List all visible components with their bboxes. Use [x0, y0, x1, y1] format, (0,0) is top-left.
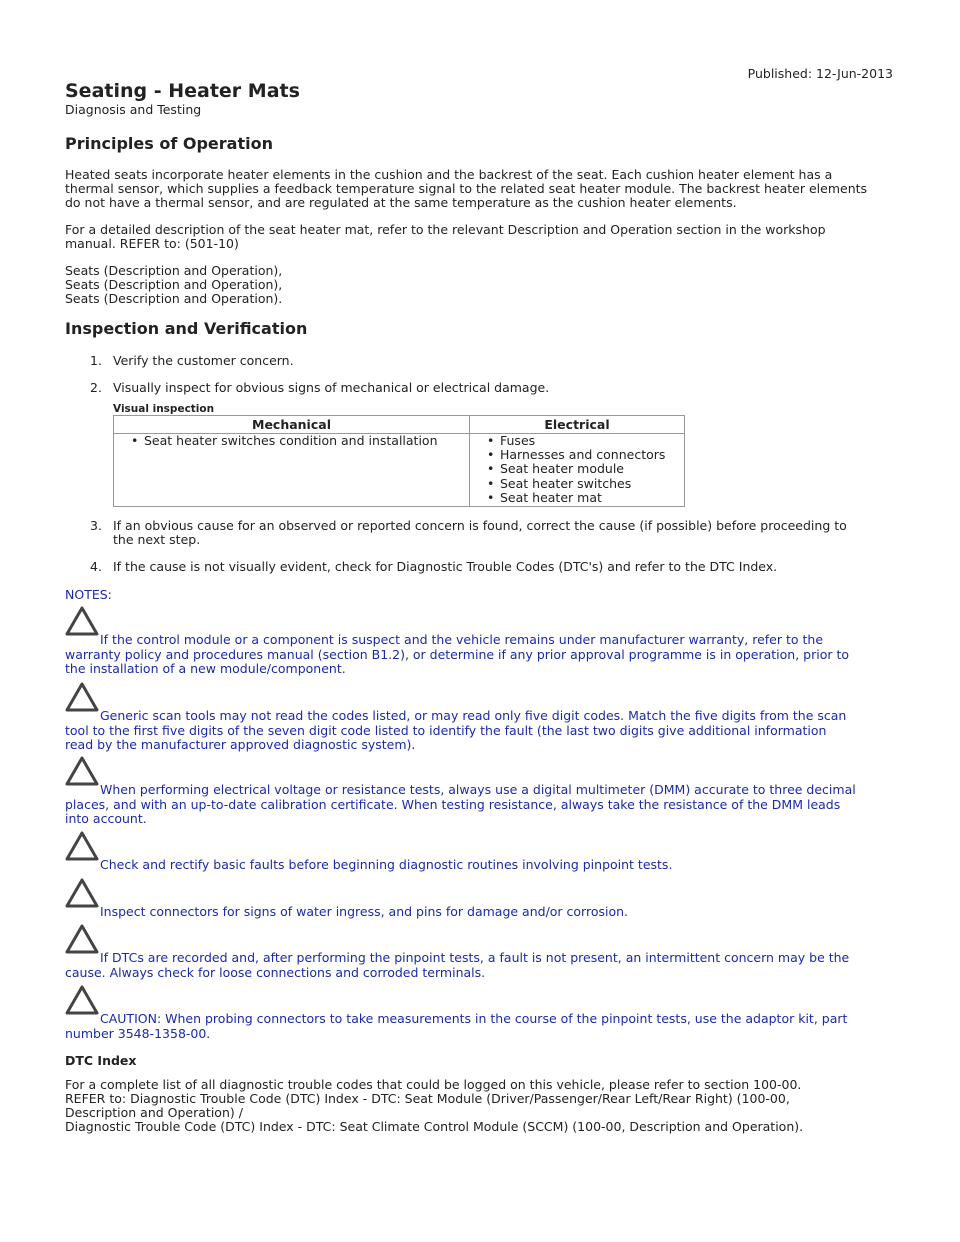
column-header-electrical: Electrical: [470, 416, 685, 434]
note-2: [65, 709, 875, 753]
note-5: [65, 905, 875, 920]
warning-triangle-icon: [65, 681, 99, 713]
principles-paragraph-1: [65, 168, 895, 210]
text-line: warranty policy and procedures manual (section B1.2), or determine if any prior approval programme is in operation, prior to: [65, 646, 850, 662]
list-item: • Harnesses and connectors: [500, 448, 682, 462]
list-item: • Seat heater mat: [500, 491, 682, 505]
list-item: • Fuses: [500, 434, 682, 448]
note-text: [65, 633, 875, 677]
step-text: Verify the customer concern.: [113, 353, 294, 368]
visual-inspection-table: [113, 415, 685, 507]
text-line: tool to the first five digits of the seven digit code listed to identify the fault (the last two digits give additional information: [65, 722, 827, 738]
note-6: [65, 951, 875, 980]
electrical-cell: [470, 434, 685, 507]
text-line: into account.: [65, 811, 147, 826]
electrical-list: [470, 434, 682, 505]
text-line: CAUTION: When probing connectors to take measurements in the course of the pinpoint tests, use the adaptor kit, part: [100, 1011, 848, 1026]
warning-triangle-icon: [65, 830, 99, 862]
mechanical-list: [114, 434, 467, 448]
note-text: [65, 709, 875, 753]
text-line: For a complete list of all diagnostic trouble codes that could be logged on this vehicle, please refer to section 100-00.: [65, 1077, 802, 1092]
text-line: manual. REFER to: (501-10): [65, 236, 239, 251]
text-line: Generic scan tools may not read the codes listed, or may read only five digit codes. Match the five digits from the scan: [100, 708, 847, 723]
notes-label: NOTES:: [65, 587, 112, 602]
mechanical-cell: [114, 434, 470, 507]
text-line: Description and Operation) /: [65, 1105, 243, 1120]
text-line: number 3548-1358-00.: [65, 1025, 211, 1041]
step-number: 2.: [90, 380, 102, 395]
note-7-caution: [65, 1012, 875, 1041]
table-row: [114, 434, 685, 507]
warning-triangle-icon: [65, 877, 99, 909]
column-header-mechanical: Mechanical: [114, 416, 470, 434]
text-line: Heated seats incorporate heater elements in the cushion and the backrest of the seat. Each cushion heater element has a: [65, 167, 833, 182]
note-text: [65, 951, 875, 980]
text-line: When performing electrical voltage or resistance tests, always use a digital multimeter (DMM) accurate to three decimal: [100, 782, 856, 797]
section-heading-inspection: Inspection and Verification: [65, 319, 308, 338]
section-heading-principles: Principles of Operation: [65, 134, 273, 153]
page-subtitle: Diagnosis and Testing: [65, 102, 202, 117]
note-text: [65, 905, 875, 920]
reference-link-1[interactable]: Seats (Description and Operation),: [65, 263, 283, 278]
dtc-index-paragraph: [65, 1078, 895, 1134]
note-1: [65, 633, 875, 677]
step-number: 3.: [90, 518, 102, 533]
text-line: places, and with an up-to-date calibration certificate. When testing resistance, always take the resistance of the DMM leads: [65, 796, 841, 812]
text-line: Check and rectify basic faults before beginning diagnostic routines involving pinpoint tests.: [100, 857, 673, 872]
text-line: If an obvious cause for an observed or reported concern is found, correct the cause (if possible) before proceeding to: [113, 518, 847, 533]
note-text: [65, 783, 875, 827]
text-line: If DTCs are recorded and, after performing the pinpoint tests, a fault is not present, an intermittent concern may be the: [100, 950, 850, 965]
table-header-row: [114, 416, 685, 434]
principles-paragraph-2: [65, 223, 895, 251]
text-line: If the control module or a component is suspect and the vehicle remains under manufacturer warranty, refer to the: [100, 632, 824, 647]
list-item: • Seat heater module: [500, 462, 682, 476]
note-text: [65, 858, 875, 873]
note-3: [65, 783, 875, 827]
reference-list: [65, 264, 895, 306]
warning-triangle-icon: [65, 923, 99, 955]
text-line: Inspect connectors for signs of water ingress, and pins for damage and/or corrosion.: [100, 904, 629, 919]
text-line: the next step.: [113, 532, 201, 547]
text-line: the installation of a new module/component.: [65, 661, 346, 676]
reference-link-3[interactable]: Seats (Description and Operation).: [65, 291, 283, 306]
text-line: read by the manufacturer approved diagnostic system).: [65, 737, 416, 752]
text-line: For a detailed description of the seat heater mat, refer to the relevant Description and Operation section in the workshop: [65, 222, 826, 237]
text-line: do not have a thermal sensor, and are regulated at the same temperature as the cushion heater elements.: [65, 195, 737, 210]
step-text: Visually inspect for obvious signs of mechanical or electrical damage.: [113, 380, 550, 395]
dtc-reference-link-2[interactable]: Diagnostic Trouble Code (DTC) Index - DTC: Seat Climate Control Module (SCCM) (100-00, Description and Operation).: [65, 1119, 804, 1134]
note-4: [65, 858, 875, 873]
step-number: 1.: [90, 353, 102, 368]
published-date: Published: 12-Jun-2013: [747, 66, 893, 81]
note-text: [65, 1012, 875, 1041]
step-text: If the cause is not visually evident, check for Diagnostic Trouble Codes (DTC's) and refer to the DTC Index.: [113, 559, 778, 574]
dtc-index-heading: DTC Index: [65, 1053, 137, 1068]
text-line: cause. Always check for loose connections and corroded terminals.: [65, 964, 486, 980]
reference-link-2[interactable]: Seats (Description and Operation),: [65, 277, 283, 292]
list-item: • Seat heater switches condition and installation: [144, 434, 467, 448]
warning-triangle-icon: [65, 755, 99, 787]
step-text: [113, 519, 873, 547]
warning-triangle-icon: [65, 984, 99, 1016]
dtc-reference-link-1[interactable]: REFER to: Diagnostic Trouble Code (DTC) Index - DTC: Seat Module (Driver/Passenger/Rear Left/Rear Right) (100-00,: [65, 1091, 790, 1106]
text-line: thermal sensor, which supplies a feedback temperature signal to the related seat heater module. The backrest heater elements: [65, 181, 868, 196]
warning-triangle-icon: [65, 605, 99, 637]
page-title: Seating - Heater Mats: [65, 80, 300, 102]
step-number: 4.: [90, 559, 102, 574]
table-caption: Visual inspection: [113, 403, 215, 415]
list-item: • Seat heater switches: [500, 477, 682, 491]
